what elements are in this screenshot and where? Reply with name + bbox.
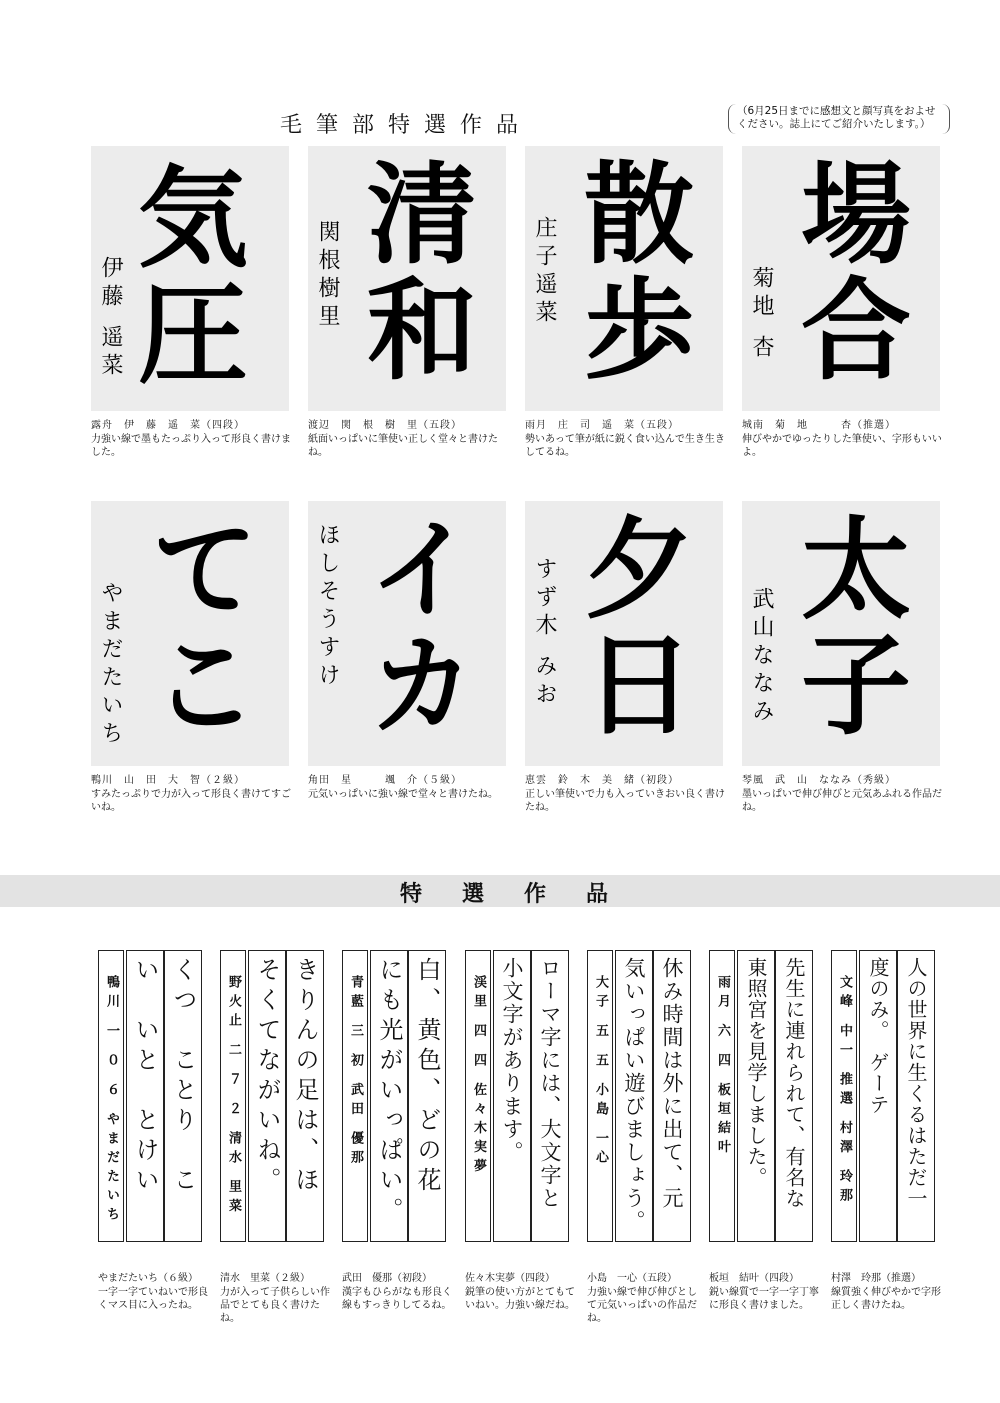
caption-name: 清水 里菜（２級） <box>220 1273 310 1284</box>
pen-caption-3 <box>342 1272 452 1312</box>
pen-caption-5 <box>587 1272 697 1325</box>
pen-work-line-1: ローマ字には、大文字と <box>531 950 569 1242</box>
caption-name: 露舟 伊 藤 遥 菜（四段） <box>91 420 245 431</box>
pen-work-3 <box>342 950 452 1245</box>
pen-work-line-1: 白、黄色、どの花 <box>408 950 446 1242</box>
brush-work-text: 場合 <box>783 156 911 388</box>
pen-work-meta-values: 雨月 六 四 板垣結叶 <box>715 975 730 1159</box>
pen-work-meta-values: 大子 五 五 小島 一心 <box>593 975 608 1170</box>
pen-work-meta <box>465 950 491 1242</box>
pen-work-meta-values: 鴨川 一 ０ ６ やまだたいち <box>104 975 119 1227</box>
brush-work-signature: すず木 みお <box>532 557 557 710</box>
caption-name: 角田 星 颯 介（５級） <box>308 775 462 786</box>
pen-work-line-2: そくてながいね。 <box>248 950 286 1242</box>
caption-comment: 伸びやかでゆったりした筆使い、字形もいいよ。 <box>742 434 942 458</box>
pen-work-meta <box>831 950 857 1242</box>
pen-work-meta <box>342 950 368 1242</box>
pen-caption-2 <box>220 1272 330 1325</box>
pen-work-line-2: にも光がいっぱい。 <box>370 950 408 1242</box>
caption-name: 城南 菊 地 杏（推選） <box>742 420 896 431</box>
pen-work-line-1: くつ ことり こ <box>164 950 202 1242</box>
brush-caption-4 <box>742 419 942 459</box>
caption-comment: 漢字もひらがなも形良く線もすっきりしてるね。 <box>342 1287 452 1311</box>
caption-comment: 鋭い線質で一字一字丁寧に形良く書けました。 <box>709 1287 819 1311</box>
caption-name: 小島 一心（五段） <box>587 1273 677 1284</box>
brush-work-3 <box>525 146 723 411</box>
pen-work-meta <box>709 950 735 1242</box>
pen-work-line-1: きりんの足は、ほ <box>286 950 324 1242</box>
brush-work-7 <box>525 501 723 766</box>
brush-work-signature: 関根樹里 <box>315 220 340 332</box>
caption-name: 鴨川 山 田 大 智（２級） <box>91 775 245 786</box>
pen-caption-4 <box>465 1272 575 1312</box>
brush-caption-7 <box>525 774 725 814</box>
brush-caption-8 <box>742 774 942 814</box>
pen-work-meta-values: 渓里 四 四 佐々木実夢 <box>471 975 486 1178</box>
brush-work-signature: ほしそうすけ <box>315 523 340 691</box>
pen-work-line-1: 先生に連れられて、有名な <box>775 950 813 1242</box>
caption-name: 渡辺 関 根 樹 里（五段） <box>308 420 462 431</box>
pen-work-4 <box>465 950 575 1245</box>
section-title: 特選作品 <box>400 882 649 907</box>
pen-work-meta-values: 文峰 中一 推選 村澤 玲那 <box>837 975 852 1208</box>
brush-work-6 <box>308 501 506 766</box>
pen-work-meta <box>587 950 613 1242</box>
caption-comment: 力が入って子供らしい作品でとても良く書けたね。 <box>220 1287 330 1324</box>
caption-comment: 元気いっぱいに強い線で堂々と書けたね。 <box>308 789 498 800</box>
brush-caption-1 <box>91 419 291 459</box>
brush-caption-3 <box>525 419 725 459</box>
pen-work-meta <box>98 950 124 1242</box>
brush-work-signature: やまだたいち <box>98 581 123 749</box>
caption-comment: 正しい筆使いで力も入っていきおい良く書けたね。 <box>525 789 725 813</box>
pen-work-1 <box>98 950 208 1245</box>
brush-caption-2 <box>308 419 508 459</box>
pen-work-meta-values: 野火止 二 ７ ２ 清水 里菜 <box>226 975 241 1218</box>
caption-comment: 力強い線で墨もたっぷり入って形良く書けました。 <box>91 434 291 458</box>
pen-work-line-2: 度のみ。 ゲーテ <box>859 950 897 1242</box>
caption-name: 雨月 庄 司 遥 菜（五段） <box>525 420 679 431</box>
pen-work-5 <box>587 950 697 1245</box>
brush-work-8 <box>742 501 940 766</box>
caption-name: 琴風 武 山 ななみ（秀級） <box>742 775 896 786</box>
brush-work-text: てこ <box>132 511 260 743</box>
caption-comment: 力強い線で伸び伸びとして元気いっぱいの作品だね。 <box>587 1287 697 1324</box>
caption-name: 村澤 玲那（推選） <box>831 1273 921 1284</box>
brush-caption-5 <box>91 774 291 814</box>
brush-work-text: 太子 <box>783 511 911 743</box>
brush-work-5 <box>91 501 289 766</box>
brush-caption-6 <box>308 774 508 801</box>
caption-comment: 一字一字ていねいで形良くマス目に入ったね。 <box>98 1287 208 1311</box>
pen-work-line-1: 休み時間は外に出て、元 <box>653 950 691 1242</box>
caption-name: やまだたいち（６級） <box>98 1273 198 1284</box>
caption-name: 板垣 結叶（四段） <box>709 1273 799 1284</box>
pen-work-line-2: 小文字があります。 <box>493 950 531 1242</box>
brush-work-4 <box>742 146 940 411</box>
brush-work-text: イカ <box>349 511 477 743</box>
brush-work-1 <box>91 146 289 411</box>
page-title: 毛筆部特選作品 <box>280 113 533 138</box>
caption-comment: 墨いっぱいで伸び伸びと元気あふれる作品だね。 <box>742 789 942 813</box>
pen-work-line-1: 人の世界に生くるはただ一 <box>897 950 935 1242</box>
pen-work-line-2: 東照宮を見学しました。 <box>737 950 775 1242</box>
pen-caption-7 <box>831 1272 941 1312</box>
caption-name: 武田 優那（初段） <box>342 1273 432 1284</box>
brush-work-text: 清和 <box>349 156 477 388</box>
pen-work-meta <box>220 950 246 1242</box>
notice-text: （6月25日までに感想文と顔写真をおよせください。誌上にてご紹介いたします。） <box>728 104 950 134</box>
brush-work-text: 夕日 <box>566 511 694 743</box>
pen-caption-1 <box>98 1272 208 1312</box>
caption-comment: 鋭筆の使い方がとてもていねい。力強い線だね。 <box>465 1287 575 1311</box>
brush-work-signature: 武山ななみ <box>749 587 774 727</box>
brush-work-signature: 伊藤 遥菜 <box>98 256 123 381</box>
pen-caption-6 <box>709 1272 819 1312</box>
caption-comment: 線質強く伸びやかで字形正しく書けたね。 <box>831 1287 941 1311</box>
pen-work-meta-values: 青藍 三 初 武田 優那 <box>348 975 363 1170</box>
pen-work-line-2: 気いっぱい遊びましょう。 <box>615 950 653 1242</box>
caption-comment: 紙面いっぱいに筆使い正しく堂々と書けたね。 <box>308 434 498 458</box>
brush-work-text: 気圧 <box>120 160 248 392</box>
pen-work-2 <box>220 950 330 1245</box>
brush-work-signature: 庄子遥菜 <box>532 216 557 328</box>
pen-work-7 <box>831 950 941 1245</box>
pen-work-line-2: い いと とけい <box>126 950 164 1242</box>
caption-comment: すみたっぷりで力が入って形良く書けてすごいね。 <box>91 789 291 813</box>
caption-name: 佐々木実夢（四段） <box>465 1273 555 1284</box>
caption-comment: 勢いあって筆が紙に鋭く食い込んで生き生きしてるね。 <box>525 434 725 458</box>
pen-work-6 <box>709 950 819 1245</box>
brush-work-text: 散歩 <box>566 156 694 388</box>
brush-work-2 <box>308 146 506 411</box>
brush-work-signature: 菊地 杏 <box>749 266 774 363</box>
caption-name: 恵雲 鈴 木 美 緒（初段） <box>525 775 679 786</box>
